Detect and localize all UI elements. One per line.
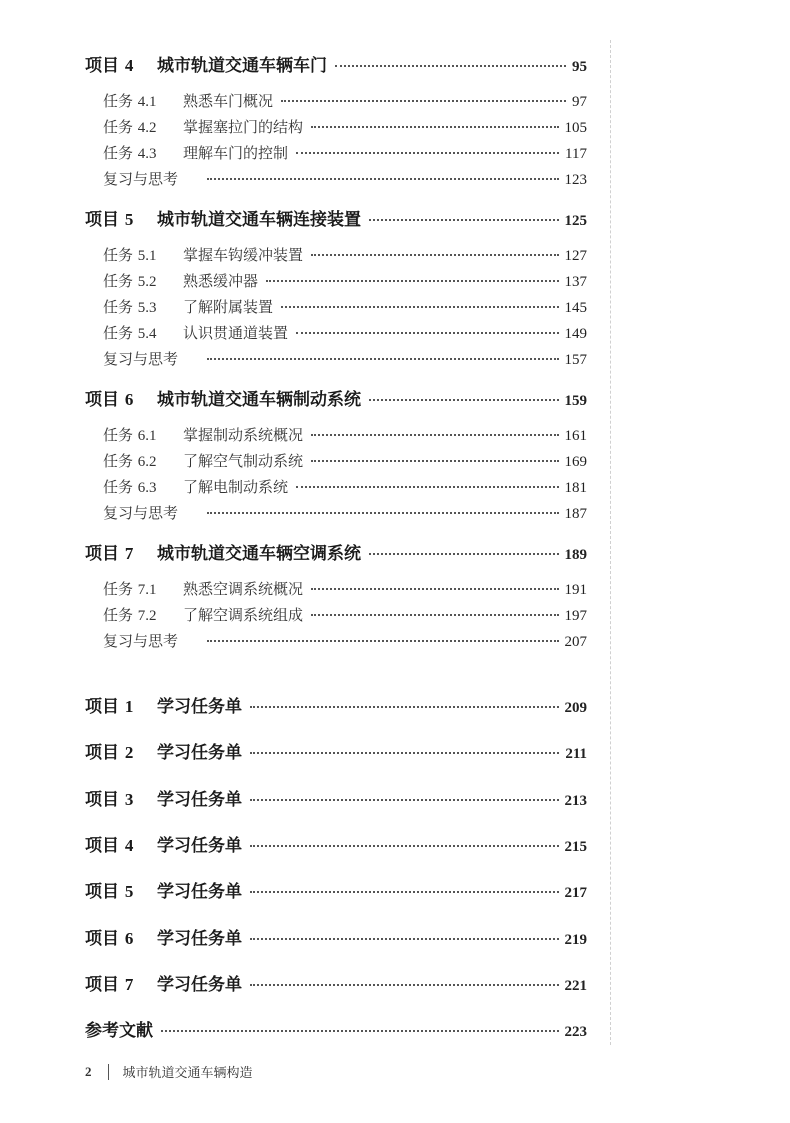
toc-title: 学习任务单 — [157, 882, 242, 902]
leader-dots — [281, 100, 566, 102]
toc-page-number: 117 — [565, 146, 587, 162]
toc-title: 学习任务单 — [157, 790, 242, 810]
leader-dots — [161, 1030, 559, 1032]
toc-project-label: 项目 6 — [85, 929, 134, 949]
leader-dots — [250, 845, 559, 847]
toc-task-label: 任务 5.4 — [103, 324, 157, 342]
leader-dots — [296, 332, 558, 334]
leader-dots — [250, 938, 559, 940]
toc-task-label: 任务 6.3 — [103, 478, 157, 496]
leader-dots — [311, 254, 558, 256]
toc-page-number: 161 — [564, 428, 587, 444]
toc-task-label: 任务 5.1 — [103, 246, 157, 264]
toc-task-row[interactable] — [103, 450, 587, 471]
toc-task-sheet-row[interactable] — [85, 924, 587, 949]
leader-dots — [250, 799, 559, 801]
toc-page-number: 197 — [564, 608, 587, 624]
toc-task-label: 任务 5.3 — [103, 298, 157, 316]
footer-page-number: 2 — [85, 1063, 92, 1079]
toc-title: 掌握制动系统概况 — [183, 426, 304, 444]
toc-project-label: 项目 4 — [85, 56, 134, 76]
toc-page-number: 217 — [564, 885, 587, 901]
toc-project-row[interactable] — [85, 205, 587, 230]
toc-title: 复习与思考 — [103, 170, 179, 188]
toc-page-number: 159 — [564, 393, 587, 409]
toc-page-number: 145 — [564, 300, 587, 316]
toc-page-number: 95 — [572, 59, 587, 75]
toc-task-row[interactable] — [103, 270, 587, 291]
leader-dots — [311, 126, 558, 128]
toc-title: 了解附属装置 — [183, 298, 274, 316]
leader-dots — [250, 706, 559, 708]
toc-page-number: 189 — [564, 547, 587, 563]
toc-task-row[interactable] — [103, 116, 587, 137]
toc-project-label: 项目 5 — [85, 882, 134, 902]
toc-title: 认识贯通道装置 — [183, 324, 289, 342]
toc-task-row[interactable] — [103, 578, 587, 599]
toc-page-number: 187 — [564, 506, 587, 522]
leader-dots — [296, 152, 559, 154]
toc-title: 学习任务单 — [157, 697, 242, 717]
toc-title: 掌握塞拉门的结构 — [183, 118, 304, 136]
leader-dots — [311, 460, 558, 462]
toc-page-number: 123 — [564, 172, 587, 188]
toc-page-number: 191 — [564, 582, 587, 598]
leader-dots — [281, 306, 558, 308]
toc-title: 了解空气制动系统 — [183, 452, 304, 470]
toc-project-label: 项目 4 — [85, 836, 134, 856]
toc-task-sheet-row[interactable] — [85, 970, 587, 995]
toc-task-sheet-row[interactable] — [85, 785, 587, 810]
toc-references-row[interactable] — [85, 1016, 587, 1041]
toc-title: 复习与思考 — [103, 350, 179, 368]
toc-task-row[interactable] — [103, 604, 587, 625]
toc-review-row[interactable] — [103, 502, 587, 523]
toc-task-row[interactable] — [103, 322, 587, 343]
toc-review-row[interactable] — [103, 348, 587, 369]
toc-title: 学习任务单 — [157, 836, 242, 856]
toc-page-number: 221 — [564, 978, 587, 994]
toc-project-label: 项目 1 — [85, 697, 134, 717]
toc-task-row[interactable] — [103, 142, 587, 163]
leader-dots — [250, 984, 559, 986]
toc-task-row[interactable] — [103, 296, 587, 317]
leader-dots — [207, 640, 559, 642]
toc-title: 复习与思考 — [103, 504, 179, 522]
toc-title: 城市轨道交通车辆车门 — [157, 56, 327, 76]
toc-page-number: 97 — [572, 94, 587, 110]
toc-task-sheet-row[interactable] — [85, 738, 587, 763]
toc-task-label: 任务 6.1 — [103, 426, 157, 444]
toc-review-row[interactable] — [103, 168, 587, 189]
toc-title: 熟悉缓冲器 — [183, 272, 259, 290]
toc-page-number: 209 — [564, 700, 587, 716]
footer-book-title: 城市轨道交通车辆构造 — [122, 1066, 253, 1081]
leader-dots — [335, 65, 566, 67]
toc-title: 城市轨道交通车辆制动系统 — [157, 390, 361, 410]
toc-task-label: 任务 4.3 — [103, 144, 157, 162]
toc-task-row[interactable] — [103, 476, 587, 497]
toc-task-label: 任务 7.2 — [103, 606, 157, 624]
toc-page-number: 213 — [564, 793, 587, 809]
toc-task-label: 任务 6.2 — [103, 452, 157, 470]
toc-title: 参考文献 — [85, 1021, 153, 1041]
toc-project-label: 项目 3 — [85, 790, 134, 810]
toc-task-label: 任务 5.2 — [103, 272, 157, 290]
leader-dots — [266, 280, 558, 282]
toc-review-row[interactable] — [103, 630, 587, 651]
leader-dots — [296, 486, 558, 488]
leader-dots — [250, 752, 559, 754]
leader-dots — [250, 891, 559, 893]
toc-task-row[interactable] — [103, 244, 587, 265]
leader-dots — [311, 588, 558, 590]
toc-page-number: 207 — [564, 634, 587, 650]
toc-project-label: 项目 2 — [85, 743, 134, 763]
toc-page-number: 215 — [564, 839, 587, 855]
toc-page-number: 157 — [564, 352, 587, 368]
toc-title: 学习任务单 — [157, 975, 242, 995]
toc-page-number: 219 — [564, 932, 587, 948]
page-footer — [85, 1062, 253, 1081]
leader-dots — [207, 512, 559, 514]
toc-title: 复习与思考 — [103, 632, 179, 650]
toc-title: 熟悉车门概况 — [183, 92, 274, 110]
toc-task-sheet-row[interactable] — [85, 692, 587, 717]
footer-divider — [108, 1064, 109, 1080]
toc-page-number: 105 — [564, 120, 587, 136]
leader-dots — [369, 399, 559, 401]
toc-project-label: 项目 6 — [85, 390, 134, 410]
toc-task-row[interactable] — [103, 90, 587, 111]
toc-title: 学习任务单 — [157, 743, 242, 763]
toc-task-label: 任务 7.1 — [103, 580, 157, 598]
toc-page-number: 137 — [564, 274, 587, 290]
toc-task-label: 任务 4.2 — [103, 118, 157, 136]
toc-title: 城市轨道交通车辆连接装置 — [157, 210, 361, 230]
toc-project-label: 项目 7 — [85, 544, 134, 564]
leader-dots — [311, 614, 558, 616]
toc-title: 理解车门的控制 — [183, 144, 289, 162]
toc-title: 了解空调系统组成 — [183, 606, 304, 624]
toc-title: 学习任务单 — [157, 929, 242, 949]
leader-dots — [311, 434, 558, 436]
toc-title: 掌握车钩缓冲装置 — [183, 246, 304, 264]
toc-page-number: 149 — [564, 326, 587, 342]
toc-page-number: 125 — [564, 213, 587, 229]
toc-page-number: 211 — [565, 746, 587, 762]
toc-project-row[interactable] — [85, 539, 587, 564]
toc-project-row[interactable] — [85, 385, 587, 410]
toc-project-label: 项目 7 — [85, 975, 134, 995]
toc-page-number: 127 — [564, 248, 587, 264]
toc-project-label: 项目 5 — [85, 210, 134, 230]
toc-project-row[interactable] — [85, 51, 587, 76]
toc-task-label: 任务 4.1 — [103, 92, 157, 110]
toc-title: 了解电制动系统 — [183, 478, 289, 496]
toc-page-number: 181 — [564, 480, 587, 496]
toc-task-sheet-row[interactable] — [85, 877, 587, 902]
leader-dots — [369, 553, 559, 555]
toc-title: 熟悉空调系统概况 — [183, 580, 304, 598]
toc-page-number: 223 — [564, 1024, 587, 1040]
leader-dots — [207, 358, 559, 360]
leader-dots — [369, 219, 559, 221]
leader-dots — [207, 178, 559, 180]
toc-page-number: 169 — [564, 454, 587, 470]
toc-title: 城市轨道交通车辆空调系统 — [157, 544, 361, 564]
toc-task-row[interactable] — [103, 424, 587, 445]
toc-task-sheet-row[interactable] — [85, 831, 587, 856]
